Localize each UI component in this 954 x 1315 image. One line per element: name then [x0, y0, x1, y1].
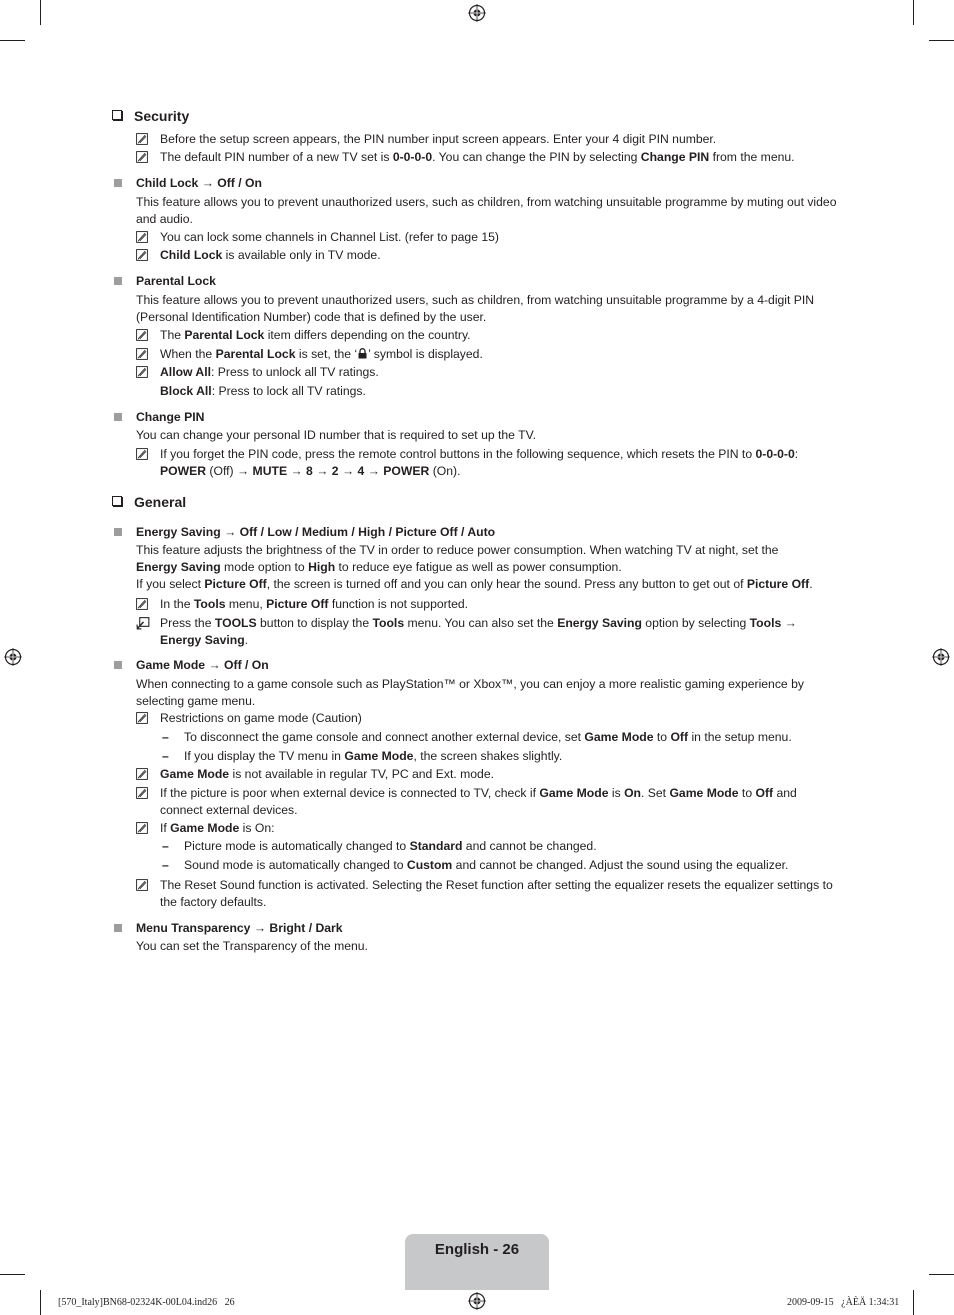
- tools-icon: [136, 617, 150, 630]
- crop-mark: [929, 1274, 954, 1275]
- dash-bullet: –: [162, 749, 169, 763]
- crop-mark: [913, 1290, 914, 1315]
- dash-text: Sound mode is automatically changed to Custom and cannot be changed. Adjust the sound using the equalizer.: [184, 858, 789, 872]
- paragraph: You can set the Transparency of the menu.: [136, 939, 368, 953]
- note-text: The Parental Lock item differs depending on the country.: [160, 328, 471, 342]
- registration-mark-icon: [4, 648, 22, 666]
- note: [136, 596, 841, 613]
- note: [136, 229, 841, 246]
- note-icon: [136, 448, 148, 460]
- note-text: You can lock some channels in Channel List. (refer to page 15): [160, 230, 499, 244]
- note: [136, 364, 841, 381]
- crop-mark: [929, 40, 954, 41]
- dash-text: To disconnect the game console and connect another external device, set Game Mode to Off in the setup menu.: [184, 730, 792, 744]
- square-bullet-icon: [114, 179, 122, 187]
- item-heading-child-lock: Child Lock → Off / On: [114, 175, 262, 192]
- lock-icon: [358, 348, 367, 359]
- note-icon: [136, 787, 148, 799]
- tools-note: [136, 615, 841, 648]
- note: [136, 131, 841, 148]
- square-bullet-icon: [114, 277, 122, 285]
- square-bullet-icon: [114, 924, 122, 932]
- dash-bullet: –: [162, 730, 169, 744]
- section-heading-general: [112, 494, 186, 511]
- item-heading-energy-saving: Energy Saving → Off / Low / Medium / High / Picture Off / Auto: [114, 524, 495, 541]
- paragraph: This feature allows you to prevent unauthorized users, such as children, from watching unsuitable programme by a 4-digit PIN (Personal Identification Number) code that is defined by the user.: [136, 293, 815, 324]
- note: [136, 346, 841, 363]
- crop-mark: [913, 0, 914, 25]
- note-icon: [136, 366, 148, 378]
- paragraph: You can change your personal ID number that is required to set up the TV.: [136, 428, 536, 442]
- crop-mark: [0, 40, 25, 41]
- note-icon: [136, 329, 148, 341]
- item-heading-change-pin: Change PIN: [114, 409, 204, 426]
- note-icon: [136, 598, 148, 610]
- note-text: When the Parental Lock is set, the ‘ ’ symbol is displayed.: [160, 347, 483, 361]
- note-icon: [136, 231, 148, 243]
- print-slug-left: [570_Italy]BN68-02324K-00L04.ind26 26: [58, 1297, 235, 1308]
- square-bullet-icon: [114, 661, 122, 669]
- note-text: The Reset Sound function is activated. Selecting the Reset function after setting the equalizer resets the equalizer settings to the factory defaults.: [160, 878, 833, 909]
- item-heading-menu-transparency: Menu Transparency → Bright / Dark: [114, 920, 343, 937]
- dash-item: [162, 729, 842, 746]
- note-text: If the picture is poor when external device is connected to TV, check if Game Mode is On. Set Game Mode to Off and connect external devices.: [160, 786, 797, 817]
- note-icon: [136, 712, 148, 724]
- dash-item: [162, 748, 842, 765]
- note-icon: [136, 768, 148, 780]
- crop-mark: [40, 0, 41, 25]
- note-text: Press the TOOLS button to display the Tools menu. You can also set the Energy Saving option by selecting Tools → Energy Saving.: [160, 616, 797, 647]
- page-number-label: English - 26: [434, 1241, 520, 1258]
- section-heading-security: [112, 108, 189, 125]
- note-text: Child Lock is available only in TV mode.: [160, 248, 381, 262]
- note-icon: [136, 249, 148, 261]
- square-bullet-icon: [114, 413, 122, 421]
- paragraph: When connecting to a game console such as PlayStation™ or Xbox™, you can enjoy a more realistic gaming experience by selecting game menu.: [136, 677, 804, 708]
- item-heading-parental-lock: Parental Lock: [114, 273, 216, 290]
- paragraph: This feature allows you to prevent unauthorized users, such as children, from watching unsuitable programme by muting out video and audio.: [136, 195, 837, 226]
- paragraph: This feature adjusts the brightness of the TV in order to reduce power consumption. When watching TV at night, set the Energy Saving mode option to High to reduce eye fatigue as well as power consumption. If you select Picture Off, the screen is turned off and you can only hear the sound. Press any button to get out of Picture Off.: [136, 543, 813, 591]
- dash-item: [162, 857, 842, 874]
- note-icon: [136, 879, 148, 891]
- note-text: Game Mode is not available in regular TV, PC and Ext. mode.: [160, 767, 494, 781]
- note-text: Before the setup screen appears, the PIN number input screen appears. Enter your 4 digit PIN number.: [160, 132, 717, 146]
- registration-mark-icon: [932, 648, 950, 666]
- dash-text: Picture mode is automatically changed to Standard and cannot be changed.: [184, 839, 597, 853]
- note: [136, 327, 841, 344]
- note-text: Block All: Press to lock all TV ratings.: [160, 384, 366, 398]
- note: [136, 785, 841, 818]
- note: [136, 149, 841, 166]
- note-text: In the Tools menu, Picture Off function is not supported.: [160, 597, 469, 611]
- note-icon: [136, 133, 148, 145]
- crop-mark: [0, 1274, 25, 1275]
- checkbox-bullet-icon: [112, 110, 122, 120]
- note-text: If Game Mode is On:: [160, 821, 275, 835]
- note: [136, 446, 841, 479]
- note-icon: [136, 151, 148, 163]
- section-title: General: [134, 494, 187, 510]
- note-continuation: [136, 383, 841, 400]
- note: [136, 877, 841, 910]
- note-text: Restrictions on game mode (Caution): [160, 711, 362, 725]
- note: [136, 710, 841, 727]
- note-icon: [136, 348, 148, 360]
- note-text: The default PIN number of a new TV set is 0-0-0-0. You can change the PIN by selecting Change PIN from the menu.: [160, 150, 795, 164]
- dash-bullet: –: [162, 839, 169, 853]
- note: [136, 820, 841, 837]
- note: [136, 766, 841, 783]
- item-heading-game-mode: Game Mode → Off / On: [114, 657, 269, 674]
- dash-item: [162, 838, 842, 855]
- crop-mark: [40, 1290, 41, 1315]
- dash-bullet: –: [162, 858, 169, 872]
- dash-text: If you display the TV menu in Game Mode, the screen shakes slightly.: [184, 749, 563, 763]
- note-icon: [136, 822, 148, 834]
- note-text: Allow All: Press to unlock all TV ratings.: [160, 365, 379, 379]
- square-bullet-icon: [114, 528, 122, 536]
- note: [136, 247, 841, 264]
- print-slug-right: 2009-09-15 ¿ÀÈÄ 1:34:31: [787, 1297, 900, 1308]
- checkbox-bullet-icon: [112, 496, 122, 506]
- note-text: If you forget the PIN code, press the remote control buttons in the following sequence, which resets the PIN to 0-0-0-0: POWER (Off) → MUTE → 8 → 2 → 4 → POWER (On).: [160, 447, 799, 478]
- section-title: Security: [134, 108, 190, 124]
- registration-mark-icon: [468, 1292, 486, 1310]
- registration-mark-icon: [468, 4, 486, 22]
